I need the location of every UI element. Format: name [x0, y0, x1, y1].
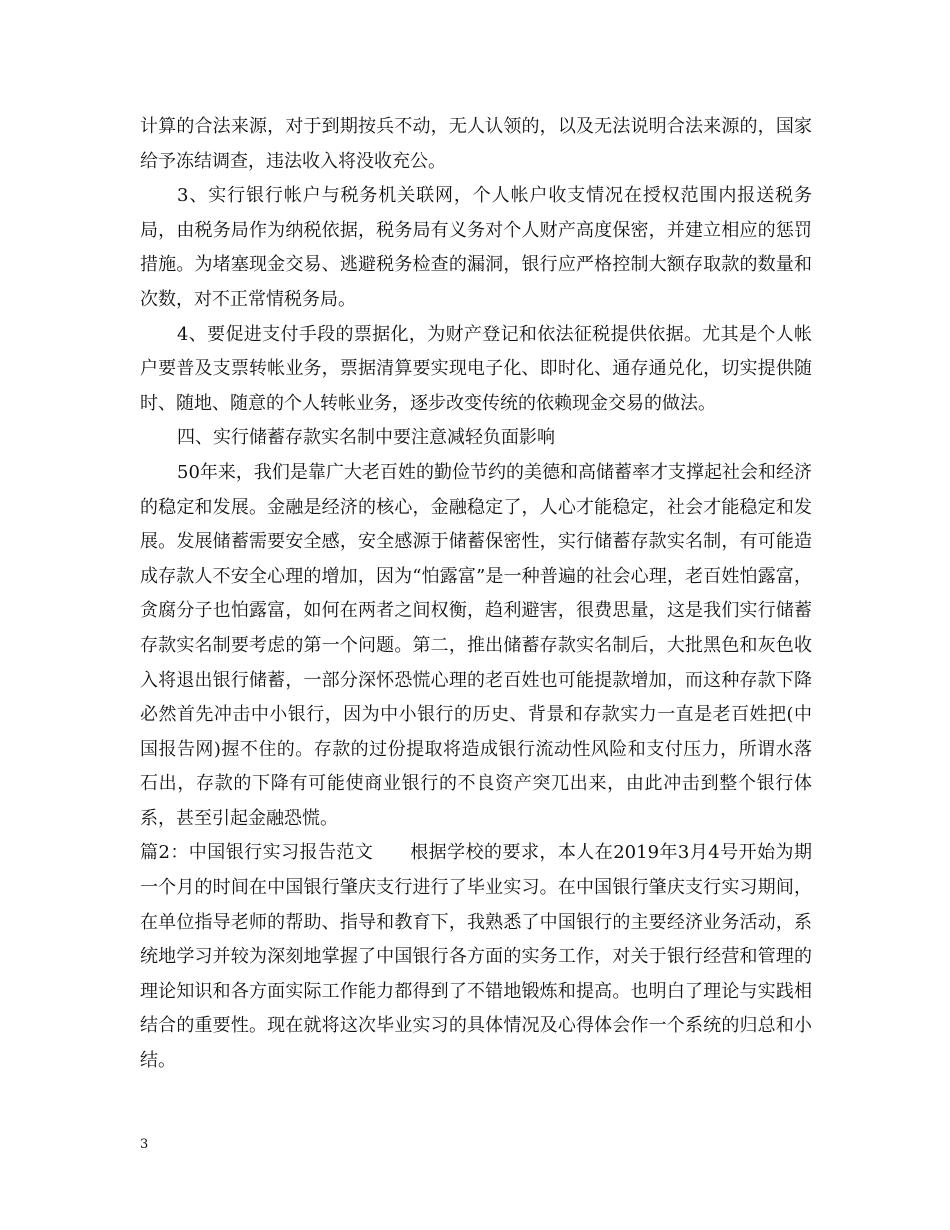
paragraph-point-4: 4、要促进支付手段的票据化，为财产登记和依法征税提供依据。尤其是个人帐户要普及支票转帐业务，票据清算要实现电子化、即时化、通存通兑化，切实提供随时、随地、随意的个人转帐业务，逐步改变传统的依赖现金交易的做法。 — [140, 323, 812, 414]
paragraph-article-2: 篇2：中国银行实习报告范文 根据学校的要求，本人在2019年3月4号开始为期一个月的时间在中国银行肇庆支行进行了毕业实习。在中国银行肇庆支行实习期间，在单位指导老师的帮助、指导和教育下，我熟悉了中国银行的主要经济业务活动，系统地学习并较为深刻地掌握了中国银行各方面的实务工作，对关于银行经营和管理的理论知识和各方面实际工作能力都得到了不错地锻炼和提高。也明白了理论与实践相结合的重要性。现在就将这次毕业实习的具体情况及心得体会作一个系统的归总和小结。 — [140, 842, 812, 1072]
section-heading-4: 四、实行储蓄存款实名制中要注意减轻负面影响 — [177, 427, 555, 449]
paragraph-section-4-body: 50年来，我们是靠广大老百姓的勤俭节约的美德和高储蓄率才支撑起社会和经济的稳定和发展。金融是经济的核心，金融稳定了，人心才能稳定，社会才能稳定和发展。发展储蓄需要安全感，安全感源于储蓄保密性，实行储蓄存款实名制，有可能造成存款人不安全心理的增加，因为“怕露富”是一种普遍的社会心理，老百姓怕露富，贪腐分子也怕露富，如何在两者之间权衡，趋利避害，很费思量，这是我们实行储蓄存款实名制要考虑的第一个问题。第二，推出储蓄存款实名制后，大批黑色和灰色收入将退出银行储蓄，一部分深怀恐慌心理的老百姓也可能提款增加，而这种存款下降必然首先冲击中小银行，因为中小银行的历史、背景和存款实力一直是老百姓把(中国报告网)握不住的。存款的过份提取将造成银行流动性风险和支付压力，所谓水落石出，存款的下降有可能使商业银行的不良资产突兀出来，由此冲击到整个银行体系，甚至引起金融恐慌。 — [140, 461, 812, 829]
page-number: 3 — [140, 1137, 149, 1152]
document-body — [140, 110, 812, 1079]
paragraph-continuation: 计算的合法来源，对于到期按兵不动，无人认领的，以及无法说明合法来源的，国家给予冻结调查，违法收入将没收充公。 — [140, 116, 812, 172]
paragraph-point-3: 3、实行银行帐户与税务机关联网，个人帐户收支情况在授权范围内报送税务局，由税务局作为纳税依据，税务局有义务对个人财产高度保密，并建立相应的惩罚措施。为堵塞现金交易、逃避税务检查的漏洞，银行应严格控制大额存取款的数量和次数，对不正常情税务局。 — [140, 185, 812, 310]
